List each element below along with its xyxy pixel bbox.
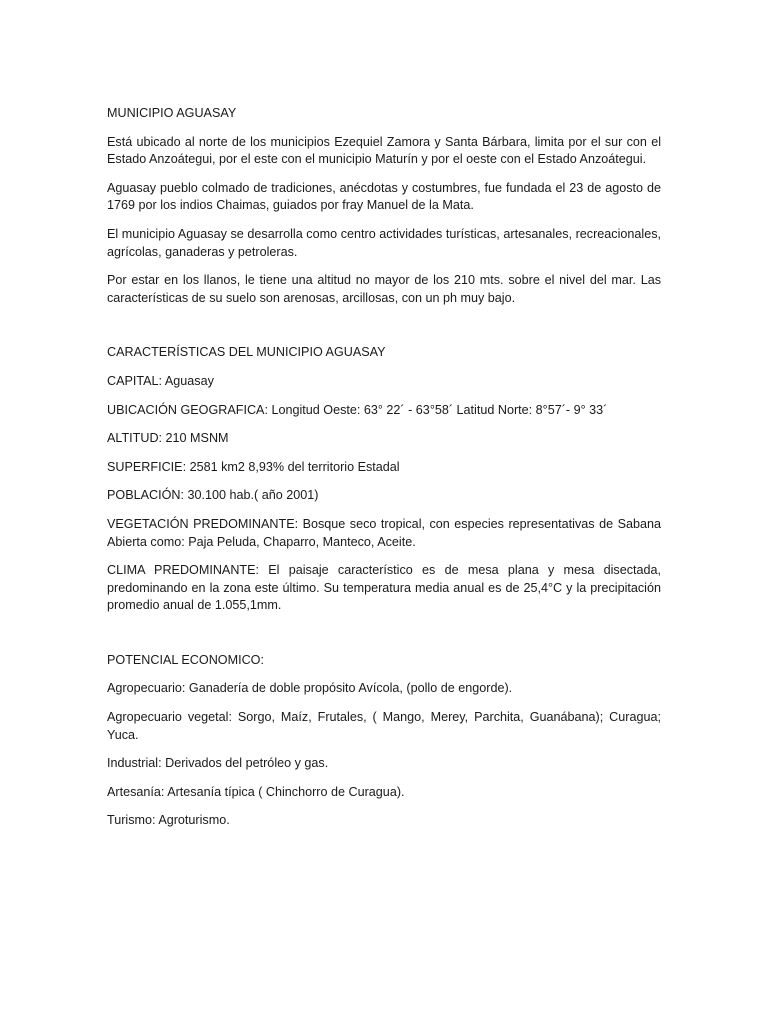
section-title-caracteristicas: CARACTERÍSTICAS DEL MUNICIPIO AGUASAY	[107, 345, 386, 360]
section-spacer	[107, 626, 661, 652]
item-label: POBLACIÓN:	[107, 488, 184, 503]
item-value: Bosque seco tropical, con especies representativas de Sabana Abierta como: Paja Peluda, Chaparro, Manteco, Aceite.	[107, 516, 661, 549]
paragraph-actividades: El municipio Aguasay se desarrolla como centro actividades turísticas, artesanales, recreacionales, agrícolas, ganaderas y petroleras.	[107, 226, 661, 259]
item-value: Ganadería de doble propósito Avícola, (pollo de engorde).	[185, 681, 513, 696]
document-page	[107, 105, 661, 841]
item-value: Agroturismo.	[155, 813, 230, 828]
item-value: Aguasay	[162, 373, 214, 388]
item-agropecuario-vegetal	[107, 709, 661, 744]
item-value: 210 MSNM	[162, 431, 229, 446]
item-clima	[107, 562, 661, 615]
item-label: CLIMA PREDOMINANTE:	[107, 563, 260, 578]
item-label: Artesanía:	[107, 784, 165, 799]
item-altitud	[107, 430, 661, 448]
item-ubicacion-geografica	[107, 402, 661, 420]
item-superficie	[107, 459, 661, 477]
paragraph-altitud-suelo: Por estar en los llanos, le tiene una altitud no mayor de los 210 mts. sobre el nivel del mar. Las características de su suelo son arenosas, arcillosas, con un ph muy bajo.	[107, 273, 661, 305]
item-value: Derivados del petróleo y gas.	[161, 756, 329, 771]
item-value: El paisaje característico es de mesa plana y mesa disectada, predominando en la zona este último. Su temperatura media anual es de 25,4°C y la precipitación promedio anual de 1.055,1mm.	[107, 563, 662, 613]
item-capital	[107, 373, 661, 391]
item-turismo	[107, 812, 661, 830]
paragraph-historia: Aguasay pueblo colmado de tradiciones, anécdotas y costumbres, fue fundada el 23 de agosto de 1769 por los indios Chaimas, guiados por fray Manuel de la Mata.	[107, 180, 661, 213]
item-label: Industrial:	[107, 756, 162, 771]
item-value: Artesanía típica ( Chinchorro de Curagua).	[164, 784, 405, 799]
item-value: 30.100 hab.( año 2001)	[183, 488, 319, 503]
item-label: CAPITAL:	[107, 373, 163, 388]
item-label: SUPERFICIE:	[107, 459, 187, 474]
item-label: Agropecuario:	[107, 681, 186, 696]
item-vegetacion	[107, 516, 661, 551]
paragraph-ubicacion: Está ubicado al norte de los municipios Ezequiel Zamora y Santa Bárbara, limita por el sur con el Estado Anzoátegui, por el este con el municipio Maturín y por el oeste con el Estado Anzoátegui.	[107, 134, 661, 167]
item-agropecuario	[107, 680, 661, 698]
item-label: Agropecuario vegetal:	[107, 710, 232, 725]
section-spacer	[107, 318, 661, 344]
item-artesania	[107, 784, 661, 802]
item-value: Longitud Oeste: 63° 22´ - 63°58´ Latitud Norte: 8°57´- 9° 33´	[267, 402, 608, 417]
item-value: Sorgo, Maíz, Frutales, ( Mango, Merey, Parchita, Guanábana); Curagua; Yuca.	[107, 710, 661, 742]
item-label: ALTITUD:	[107, 431, 163, 446]
section-title-potencial: POTENCIAL ECONOMICO:	[107, 652, 264, 667]
item-industrial	[107, 755, 661, 773]
item-label: VEGETACIÓN PREDOMINANTE:	[107, 516, 299, 531]
section-title-municipio: MUNICIPIO AGUASAY	[107, 106, 237, 120]
item-label: Turismo:	[107, 813, 156, 828]
item-label: UBICACIÓN GEOGRAFICA:	[107, 402, 268, 417]
item-value: 2581 km2 8,93% del territorio Estadal	[186, 459, 400, 474]
item-poblacion	[107, 487, 661, 505]
